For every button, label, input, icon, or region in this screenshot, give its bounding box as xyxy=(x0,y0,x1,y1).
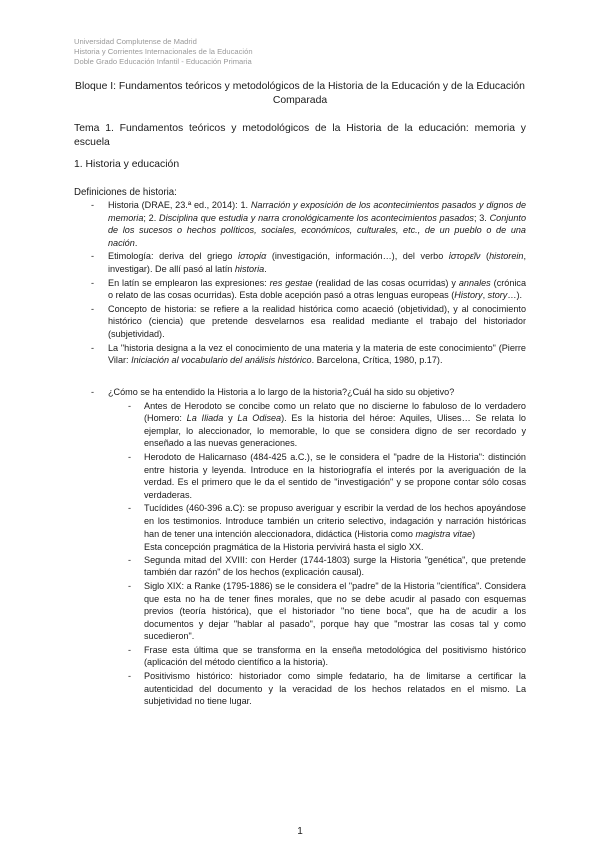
sub-list-item: - Segunda mitad del XVIII: con Herder (1744-1803) surge la Historia "genética", que pretende también dar razón" de los hechos (explicación causal). xyxy=(128,554,526,578)
header-university: Universidad Complutense de Madrid xyxy=(74,37,197,46)
block-title: Bloque I: Fundamentos teóricos y metodológicos de la Historia de la Educación y de la Educación Comparada xyxy=(75,81,525,106)
tema-title: Tema 1. Fundamentos teóricos y metodológicos de la Historia de la educación: memoria y escuela xyxy=(74,123,526,148)
list-item: - La "historia designa a la vez el conocimiento de una materia y la materia de este conocimiento" (Pierre Vilar: Iniciación al vocabulario del análisis histórico. Barcelona, Crítica, 1980, p.17). xyxy=(91,342,526,366)
section-heading: 1. Historia y educación xyxy=(74,159,180,170)
sub-list-item: - Antes de Herodoto se concibe como un relato que no discierne lo fabuloso de lo verdadero (Homero: La Iliada y La Odisea). Es la historia del héroe: Aquiles, Ulises… Se relata lo ejemplar, lo aleccionador, lo memorable, lo que se considera digno de ser recordado y enseñado a las nuevas generaciones. xyxy=(128,400,526,449)
definitions-list xyxy=(74,199,526,368)
list-item: - En latín se emplearon las expresiones: res gestae (realidad de las cosas ocurridas) y annales (crónica o relato de las cosas ocurridas). Esta doble acepción pasó a otras lenguas europeas (History, story…). xyxy=(91,277,527,301)
history-question-list xyxy=(74,386,526,709)
header-course: Historia y Corrientes Internacionales de la Educación xyxy=(74,47,253,56)
list-item: - Etimología: deriva del griego ἱστορία (investigación, información…), del verbo ἱστορεῖν (historein, investigar). De allí pasó al latín historia. xyxy=(91,251,526,274)
sub-list-item: - Herodoto de Halicarnaso (484-425 a.C.), se le considera el "padre de la Historia": distinción entre historia y leyenda. Introduce en la historiografía el interés por la averiguación de la verdad. Es el primero que le da el sentido de "investigación" y se propone contar sólo cosas verdaderas. xyxy=(128,451,526,500)
question-text: ¿Cómo se ha entendido la Historia a lo largo de la historia?¿Cuál ha sido su objetivo? xyxy=(108,387,455,397)
note-text: Esta concepción pragmática de la Historia pervivirá hasta el siglo XX. xyxy=(144,542,424,553)
sub-list-item: - Siglo XIX: a Ranke (1795-1886) se le considera el "padre" de la Historia "científica". Considera que esta no ha de tener fines morales, que no se debe acudir al pasado con esquemas previos (teoría histórica), que el historiador "no tiene boca", que ha de acudir a los documentos y dejar "hablar al pasado", porque hay que "mostrar las cosas tal y como sucedieron". xyxy=(128,580,526,642)
document-header xyxy=(74,37,253,67)
list-item: - ¿Cómo se ha entendido la Historia a lo largo de la historia?¿Cuál ha sido su objetivo? xyxy=(91,387,455,397)
sub-list-item: - Tucídides (460-396 a.C): se propuso averiguar y escribir la verdad de los hechos apoyándose en los testimonios. Introduce también un criterio selectivo, indagación y narración históricas han de tener una intención aleccionadora, didáctica (Historia como magistra vitae) xyxy=(128,503,526,539)
header-degree: Doble Grado Educación Infantil - Educación Primaria xyxy=(74,57,252,66)
page-number: 1 xyxy=(297,826,303,837)
list-item: - Historia (DRAE, 23.ª ed., 2014): 1. Narración y exposición de los acontecimientos pasados y dignos de memoria; 2. Disciplina que estudia y narra cronológicamente los acontecimientos pasados; 3. Conjunto de los sucesos o hechos políticos, sociales, económicos, culturales, etc., de un pueblo o de una nación. xyxy=(91,200,527,248)
sub-list-item: - Frase esta última que se transforma en la enseña metodológica del positivismo histórico (aplicación del método científico a la historia). xyxy=(128,644,526,668)
sub-list-item: - Positivismo histórico: historiador como simple fedatario, ha de limitarse a certificar la autenticidad del documento y la veracidad de los hechos relatados en el mismo. La subjetividad no tiene lugar. xyxy=(128,671,526,707)
list-item: - Concepto de historia: se refiere a la realidad histórica como acaeció (objetividad), y al conocimiento histórico (ciencia) que pretende desvelarnos esa realidad mediante el trabajo del historiador (subjetividad). xyxy=(91,303,526,339)
definitions-heading: Definiciones de historia: xyxy=(74,187,177,198)
